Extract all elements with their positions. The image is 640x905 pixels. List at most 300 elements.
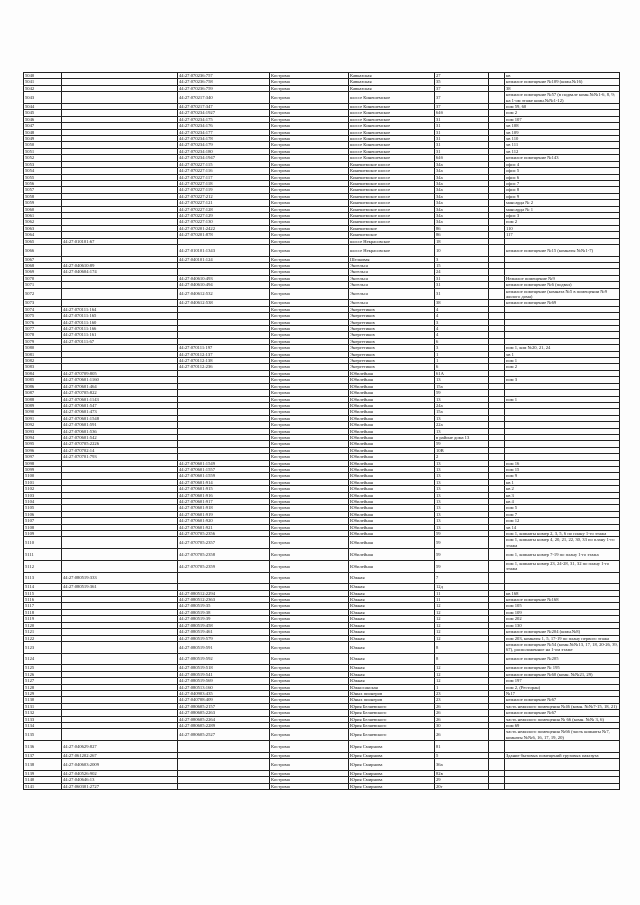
cell-row-number: 5105	[24, 505, 62, 511]
cell-land-cadastral-number: 44:27:010101:67	[62, 238, 178, 244]
cell-house: 15а	[435, 383, 489, 389]
cell-row-number: 5040	[24, 73, 62, 79]
cell-city: Кострома	[270, 370, 349, 376]
cell-row-number: 5108	[24, 524, 62, 530]
cell-house: в районе дома 13	[435, 434, 489, 440]
cell-house: 13	[435, 505, 489, 511]
cell-house: 34а	[435, 168, 489, 174]
cell-street: Шелковая	[349, 256, 435, 262]
cell-object-cadastral-number: 44:27:070227:118	[178, 180, 270, 186]
cell-premises-note: пом 7	[505, 511, 620, 517]
cell-city: Кострома	[270, 499, 349, 505]
cell-land-cadastral-number: 44:27:070702:14	[62, 447, 178, 453]
cell-city: Кострома	[270, 262, 349, 268]
cell-city: Кострома	[270, 584, 349, 590]
cell-city: Кострома	[270, 415, 349, 421]
cell-house: 26	[435, 729, 489, 741]
cell-street: Южная	[349, 584, 435, 590]
cell-object-cadastral-number: 44:27:070601:917	[178, 499, 270, 505]
cell-row-number: 5070	[24, 275, 62, 281]
cell-row-number: 5127	[24, 678, 62, 684]
cell-city: Кострома	[270, 434, 349, 440]
cell-land-cadastral-number: 44:27:040629:827	[62, 741, 178, 753]
cell-city: Кострома	[270, 104, 349, 110]
cell-premises-note: хв 1	[505, 351, 620, 357]
cell-land-cadastral-number: 44:27:070111:164	[62, 306, 178, 312]
cell-land-cadastral-number: 44:27:070601:547	[62, 402, 178, 408]
cell-city: Кострома	[270, 597, 349, 603]
cell-object-cadastral-number: 44:27:080519:35	[178, 603, 270, 609]
cell-street: Юбилейная	[349, 370, 435, 376]
cell-land-cadastral-number: 44:27:040526:902	[62, 770, 178, 776]
cell-city: Кострома	[270, 752, 349, 758]
cell-house: 59	[435, 560, 489, 572]
cell-house: 4	[435, 326, 489, 332]
cell-row-number: 5053	[24, 161, 62, 167]
cell-street: шоссе Кинешемское	[349, 148, 435, 154]
cell-house: 59	[435, 531, 489, 537]
cell-row-number: 5062	[24, 219, 62, 225]
cell-premises-note: пом 1, ком №20, 21, 24	[505, 345, 620, 351]
cell-house: 23	[435, 690, 489, 696]
cell-premises-note: пом 2	[505, 110, 620, 116]
cell-city: Кострома	[270, 770, 349, 776]
cell-premises-note: нежилое помещение № 195	[505, 665, 620, 671]
cell-city: Кострома	[270, 722, 349, 728]
cell-row-number: 5099	[24, 466, 62, 472]
cell-object-cadastral-number: 44:27:070112:138	[178, 358, 270, 364]
cell-object-cadastral-number: 44:27:080512:2294	[178, 590, 270, 596]
cell-street: Кавказская	[349, 85, 435, 91]
cell-row-number: 5064	[24, 232, 62, 238]
cell-row-number: 5063	[24, 225, 62, 231]
cell-city: Кострома	[270, 219, 349, 225]
cell-row-number: 5073	[24, 300, 62, 306]
cell-house: 31	[435, 142, 489, 148]
cell-row-number: 5089	[24, 402, 62, 408]
cell-street: Южная	[349, 635, 435, 641]
cell-house: 59	[435, 441, 489, 447]
cell-row-number: 5139	[24, 770, 62, 776]
cell-house: 5	[435, 752, 489, 758]
cell-row-number: 5101	[24, 479, 62, 485]
cell-house: 18	[435, 238, 489, 244]
cell-street: Кинешемское шоссе	[349, 193, 435, 199]
cell-street: Юбилейная	[349, 486, 435, 492]
cell-house: 34а	[435, 200, 489, 206]
cell-row-number: 5098	[24, 460, 62, 466]
cell-object-cadastral-number: 44:27:040903:435	[178, 690, 270, 696]
cell-object-cadastral-number: 44:27:070201:2422	[178, 225, 270, 231]
cell-object-cadastral-number: 44:27:070234:177	[178, 129, 270, 135]
cell-city: Кострома	[270, 383, 349, 389]
cell-city: Кострома	[270, 193, 349, 199]
cell-city: Кострома	[270, 136, 349, 142]
cell-object-cadastral-number: 44:27:070227:116	[178, 168, 270, 174]
cell-row-number: 5119	[24, 616, 62, 622]
cell-object-cadastral-number: 44:27:070227:129	[178, 212, 270, 218]
cell-premises-note: пом 1, комнаты номер 7-19 по плану 1-го этажа	[505, 549, 620, 561]
cell-land-cadastral-number: 44:27:040646:13	[62, 777, 178, 783]
cell-premises-note: нежилое помещение №15 (комнаты №№1-7)	[505, 244, 620, 256]
cell-object-cadastral-number	[178, 741, 270, 753]
cell-object-cadastral-number: 44:27:070705:2359	[178, 560, 270, 572]
cell-city: Кострома	[270, 447, 349, 453]
cell-street: Энгельса	[349, 282, 435, 288]
cell-row-number: 5107	[24, 518, 62, 524]
cell-building	[489, 288, 505, 300]
cell-row-number: 5065	[24, 238, 62, 244]
cell-city: Кострома	[270, 441, 349, 447]
cell-house: 59	[435, 549, 489, 561]
cell-premises-note: пом 1, комнаты номер 23, 24-28, 31, 32 по плану 1-го этажа	[505, 560, 620, 572]
cell-premises-note: нежилое помещение №54 (комн.№№13, 17, 18, 20-26, 39, 67), расположенное на 1-ом этаже	[506, 641, 618, 653]
cell-premises-note: пом 12	[505, 518, 620, 524]
cell-premises-note: пом 107	[505, 116, 620, 122]
cell-row-number: 5125	[24, 665, 62, 671]
cell-street: Юбилейная	[349, 511, 435, 517]
cell-street: Юбилейная	[349, 377, 435, 383]
cell-city: Кострома	[270, 511, 349, 517]
cell-object-cadastral-number: 44:27:070236:757	[178, 73, 270, 79]
cell-object-cadastral-number: 44:27:070112:236	[178, 364, 270, 370]
cell-premises-note: офис 7	[505, 180, 620, 186]
cell-house: 23	[435, 697, 489, 703]
cell-street: Юбилейная	[349, 454, 435, 460]
cell-house: 3	[435, 256, 489, 262]
cell-house: 26	[435, 710, 489, 716]
cell-land-cadastral-number: 44:27:070111:161	[62, 332, 178, 338]
cell-house: 38	[435, 300, 489, 306]
cell-city: Кострома	[270, 518, 349, 524]
cell-street: Южная	[349, 572, 435, 584]
cell-city: Кострома	[270, 225, 349, 231]
cell-object-cadastral-number: 44:27:070234:175	[178, 116, 270, 122]
cell-row-number: 5096	[24, 447, 62, 453]
cell-building	[489, 783, 505, 789]
cell-premises-note: пом 2	[505, 364, 620, 370]
cell-house: 12	[435, 622, 489, 628]
cell-premises-note: нежилое помещение №205	[505, 653, 620, 665]
cell-object-cadastral-number: 44:27:080513:160	[178, 684, 270, 690]
cell-street: Энгельса	[349, 300, 435, 306]
cell-street: Юрия Смирнова	[349, 759, 435, 771]
cell-street: шоссе Кинешемское	[349, 142, 435, 148]
cell-street: Энгельса	[349, 269, 435, 275]
cell-street: Юрия Беляевского	[349, 722, 435, 728]
cell-house: 13	[435, 524, 489, 530]
cell-premises-note: хв 108	[505, 123, 620, 129]
cell-street: Юбилейная	[349, 505, 435, 511]
cell-house: 13	[435, 486, 489, 492]
cell-premises-note	[505, 783, 620, 789]
cell-city: Кострома	[270, 537, 349, 549]
cell-row-number: 5109	[24, 531, 62, 537]
cell-premises-note: нежилое помещение (комната №5 в помещении №9 жилого дома)	[505, 288, 620, 300]
cell-house: 37	[435, 104, 489, 110]
cell-house: 61А	[435, 370, 489, 376]
cell-city: Кострома	[270, 641, 349, 653]
cell-house: 1	[435, 358, 489, 364]
cell-land-cadastral-number: 44:27:080519:333	[62, 572, 178, 584]
cell-house: 26	[435, 716, 489, 722]
cell-premises-note: хв 110	[505, 136, 620, 142]
cell-row-number: 5049	[24, 136, 62, 142]
cell-object-cadastral-number: 44:27:070227:128	[178, 206, 270, 212]
cell-city: Кострома	[270, 180, 349, 186]
cell-street: Энергетиков	[349, 319, 435, 325]
cell-land-cadastral-number	[62, 244, 178, 256]
cell-city: Кострома	[270, 629, 349, 635]
cell-city: Кострома	[270, 783, 349, 789]
cell-street: Кинешемское шоссе	[349, 180, 435, 186]
cell-house: 12	[435, 665, 489, 671]
cell-object-cadastral-number: 44:27:070112:137	[178, 351, 270, 357]
cell-house: 34а	[435, 174, 489, 180]
cell-house: 13	[435, 466, 489, 472]
cell-street: шоссе Кинешемское	[349, 136, 435, 142]
cell-street: шоссе Кинешемское	[349, 129, 435, 135]
cell-street: Юбилейная	[349, 402, 435, 408]
table-row	[24, 244, 620, 256]
cell-premises-note: пом 3	[505, 377, 620, 383]
cell-object-cadastral-number: 44:27:070705:2358	[178, 549, 270, 561]
cell-row-number: 5106	[24, 511, 62, 517]
cell-row-number: 5080	[24, 345, 62, 351]
cell-premises-note: пом 5	[505, 505, 620, 511]
cell-house: 26	[435, 703, 489, 709]
cell-house: 59	[435, 537, 489, 549]
cell-street: шоссе Кинешемское	[349, 104, 435, 110]
cell-city: Кострома	[270, 148, 349, 154]
cell-house: 34а	[435, 180, 489, 186]
cell-city: Кострома	[270, 492, 349, 498]
cell-street: Кинешемское шоссе	[349, 187, 435, 193]
cell-object-cadastral-number: 44:27:040708:409	[178, 697, 270, 703]
cell-city: Кострома	[270, 345, 349, 351]
cell-city: Кострома	[270, 609, 349, 615]
cell-row-number: 5071	[24, 282, 62, 288]
cell-street: Юрия Смирнова	[349, 741, 435, 753]
cell-city: Кострома	[270, 142, 349, 148]
cell-object-cadastral-number: 44:27:070601:915	[178, 486, 270, 492]
cell-street: Южная	[349, 678, 435, 684]
cell-object-cadastral-number: 44:27:040610:493	[178, 275, 270, 281]
cell-street: Южносанская	[349, 684, 435, 690]
table-row	[24, 572, 620, 584]
cell-city: Кострома	[270, 306, 349, 312]
cell-premises-note: нежилое помещение №204 (комн.№8)	[505, 629, 620, 635]
cell-house: 24	[435, 269, 489, 275]
cell-land-cadastral-number: 44:27:080519:361	[62, 584, 178, 590]
cell-house: 22а	[435, 422, 489, 428]
cell-house: 12	[435, 678, 489, 684]
cell-premises-note: нежилое помещение №168	[505, 597, 620, 603]
cell-row-number: 5060	[24, 206, 62, 212]
cell-object-cadastral-number: 44:27:070601:916	[178, 492, 270, 498]
cell-building	[489, 741, 505, 753]
cell-house: 31	[435, 288, 489, 300]
cell-object-cadastral-number: 44:27:080519:461	[178, 629, 270, 635]
cell-row-number: 5102	[24, 486, 62, 492]
cell-street: Южная	[349, 616, 435, 622]
cell-object-cadastral-number: 44:27:080519:38	[178, 609, 270, 615]
cell-premises-note: кв 2	[505, 486, 620, 492]
cell-city: Кострома	[270, 85, 349, 91]
cell-row-number: 5061	[24, 212, 62, 218]
cell-house: 82в	[435, 770, 489, 776]
cell-row-number: 5095	[24, 441, 62, 447]
cell-house: 31	[435, 282, 489, 288]
cell-city: Кострома	[270, 622, 349, 628]
cell-land-cadastral-number: 44:27:070601:542	[62, 434, 178, 440]
cell-premises-note: кв 4	[505, 499, 620, 505]
cell-premises-note: пом 69	[505, 722, 620, 728]
cell-object-cadastral-number: 44:27:070234:176	[178, 123, 270, 129]
cell-street: Южная	[349, 609, 435, 615]
cell-row-number: 5079	[24, 338, 62, 344]
cell-house: 12	[435, 629, 489, 635]
cell-street: Энгельса	[349, 275, 435, 281]
cell-land-cadastral-number: 44:27:070709:805	[62, 370, 178, 376]
cell-premises-note: пом 1, комнаты номер 2, 3, 5, 6 по плану 1-го этажа	[505, 531, 620, 537]
cell-street: Юбилейная	[349, 415, 435, 421]
cell-city: Кострома	[270, 390, 349, 396]
cell-city: Кострома	[270, 428, 349, 434]
cell-street: Энергетиков	[349, 306, 435, 312]
cell-street: Кинешемское шоссе	[349, 212, 435, 218]
cell-house: 13	[435, 377, 489, 383]
cell-row-number: 5082	[24, 358, 62, 364]
cell-row-number: 5068	[24, 262, 62, 268]
cell-row-number: 5130	[24, 697, 62, 703]
cell-row-number: 5115	[24, 590, 62, 596]
cell-row-number: 5122	[24, 635, 62, 641]
cell-object-cadastral-number: 44:27:070236:759	[178, 85, 270, 91]
cell-object-cadastral-number: 44:27:070236:758	[178, 79, 270, 85]
cell-land-cadastral-number: 44:27:070601:591	[62, 422, 178, 428]
cell-row-number: 5084	[24, 370, 62, 376]
cell-house: 8	[435, 641, 489, 653]
cell-street: Энергетиков	[349, 313, 435, 319]
cell-object-cadastral-number: 44:27:080605:2264	[178, 716, 270, 722]
cell-land-cadastral-number: 44:27:070111:160	[62, 319, 178, 325]
cell-object-cadastral-number: 44:27:040610:494	[178, 282, 270, 288]
cell-premises-note: хв 109	[505, 129, 620, 135]
table-row	[24, 549, 620, 561]
cell-row-number: 5131	[24, 703, 62, 709]
cell-building	[489, 572, 505, 584]
cell-row-number: 5134	[24, 722, 62, 728]
cell-city: Кострома	[270, 282, 349, 288]
cell-house: 13	[435, 415, 489, 421]
cell-land-cadastral-number: 44:27:061202:267	[62, 752, 178, 758]
cell-city: Кострома	[270, 116, 349, 122]
cell-street: Юрия Смирнова	[349, 783, 435, 789]
cell-premises-note	[505, 759, 620, 771]
cell-object-cadastral-number: 44:27:070705:2356	[178, 531, 270, 537]
cell-row-number: 5123	[24, 641, 62, 653]
cell-house: 12	[435, 603, 489, 609]
cell-street: Юрия Смирнова	[349, 752, 435, 758]
cell-row-number: 5051	[24, 148, 62, 154]
table-row	[24, 537, 620, 549]
cell-row-number: 5116	[24, 597, 62, 603]
cell-premises-note: Нежилое помещение №9	[505, 275, 620, 281]
cell-premises-note: 110	[505, 225, 620, 231]
cell-street: Юбилейная	[349, 422, 435, 428]
cell-street: Юбилейная	[349, 428, 435, 434]
cell-city: Кострома	[270, 174, 349, 180]
cell-land-cadastral-number: 44:27:040610:89	[62, 262, 178, 268]
cell-row-number: 5129	[24, 690, 62, 696]
cell-house: 13	[435, 511, 489, 517]
cell-house: 64б	[435, 110, 489, 116]
cell-row-number: 5076	[24, 319, 62, 325]
cell-house: 3	[435, 345, 489, 351]
cell-row-number: 5074	[24, 306, 62, 312]
cell-land-cadastral-number: 44:27:070601:473	[62, 409, 178, 415]
cell-city: Кострома	[270, 665, 349, 671]
cell-premises-note	[505, 741, 620, 753]
cell-building	[489, 653, 505, 665]
cell-house: 7	[435, 572, 489, 584]
cell-city: Кострома	[270, 729, 349, 741]
cell-city: Кострома	[270, 402, 349, 408]
cell-row-number: 5140	[24, 777, 62, 783]
cell-premises-note: пом 9	[505, 473, 620, 479]
cell-object-cadastral-number: 44:27:080605:2263	[178, 710, 270, 716]
cell-row-number: 5126	[24, 671, 62, 677]
cell-land-cadastral-number: 44:27:040604:174	[62, 269, 178, 275]
cell-city: Кострома	[270, 200, 349, 206]
cell-row-number: 5135	[24, 729, 62, 741]
cell-premises-note: мансарда № 1	[505, 206, 620, 212]
cell-row-number: 5077	[24, 326, 62, 332]
cell-land-cadastral-number: 44:27:070111:67	[62, 338, 178, 344]
cell-street: Энергетиков	[349, 326, 435, 332]
cell-city: Кострома	[270, 603, 349, 609]
cell-row-number: 5043	[24, 92, 62, 104]
cell-city: Кострома	[270, 300, 349, 306]
cell-row-number: 5121	[24, 629, 62, 635]
cell-house: 2	[435, 454, 489, 460]
cell-city: Кострома	[270, 759, 349, 771]
cell-street: Южная	[349, 597, 435, 603]
cell-house: 64б	[435, 155, 489, 161]
cell-object-cadastral-number	[178, 572, 270, 584]
cell-city: Кострома	[270, 269, 349, 275]
cell-premises-note: пом 1	[505, 396, 620, 402]
cell-street: Юрия Смирнова	[349, 777, 435, 783]
cell-object-cadastral-number: 44:27:070227:115	[178, 161, 270, 167]
cell-object-cadastral-number: 44:27:070227:117	[178, 174, 270, 180]
cell-object-cadastral-number: 44:27:040612:538	[178, 300, 270, 306]
table-row	[24, 92, 620, 104]
cell-city: Кострома	[270, 560, 349, 572]
cell-row-number: 5090	[24, 409, 62, 415]
cell-house: 31	[435, 136, 489, 142]
cell-row-number: 5117	[24, 603, 62, 609]
cell-row-number: 5046	[24, 116, 62, 122]
cell-city: Кострома	[270, 326, 349, 332]
cell-object-cadastral-number: 44:27:080512:2363	[178, 597, 270, 603]
cell-object-cadastral-number: 44:27:070217:340	[178, 92, 270, 104]
cell-row-number: 5103	[24, 492, 62, 498]
cell-city: Кострома	[270, 422, 349, 428]
cell-premises-note: часть нежилого помещения №46 (комн. №№7-15, 18, 21)	[505, 703, 620, 709]
cell-premises-note: нежилое помещение №60 (комн. №№21, 29)	[505, 671, 620, 677]
